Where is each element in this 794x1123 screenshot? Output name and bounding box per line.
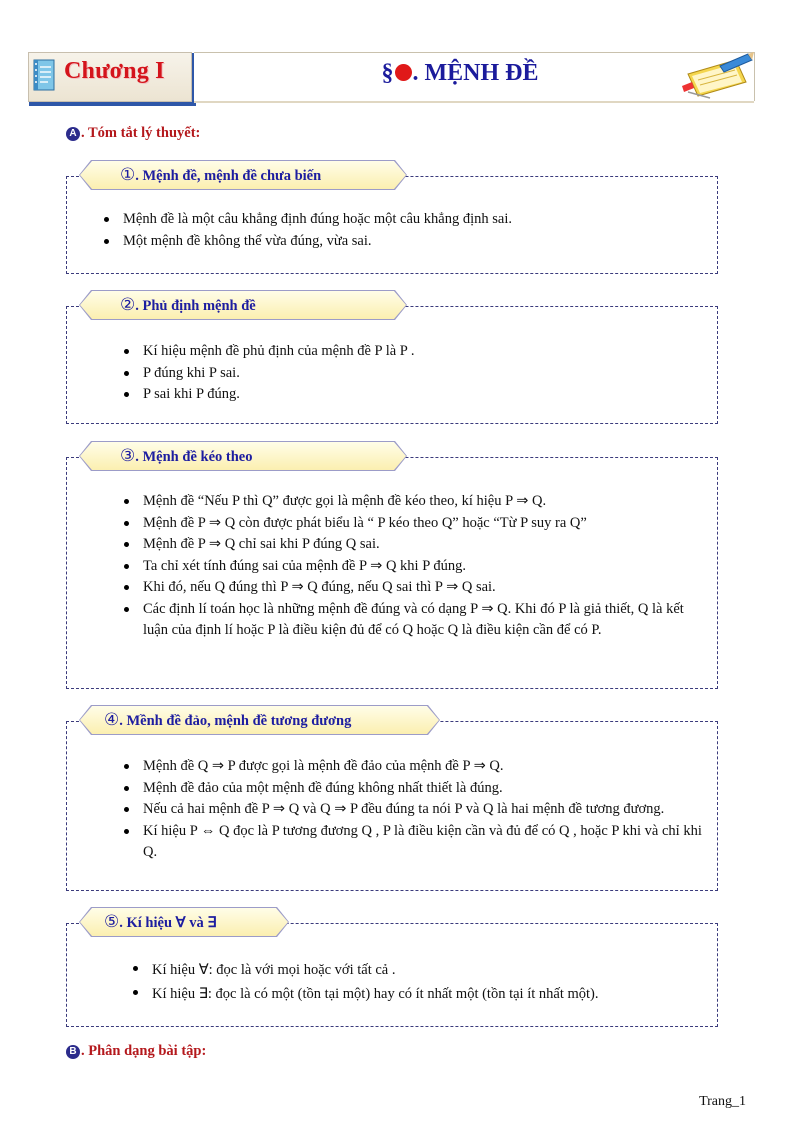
box-3-title-text: . Mệnh đề kéo theo (135, 449, 253, 465)
section-b-heading (66, 1043, 206, 1060)
box-1-title-text: . Mệnh đề, mệnh đề chưa biến (135, 168, 322, 184)
list-item: Mệnh đề “Nếu P thì Q” được gọi là mệnh đề kéo theo, kí hiệu P ⇒ Q. (143, 491, 709, 513)
box-3-list (143, 491, 709, 642)
page-title (330, 60, 590, 87)
box-2-list (143, 341, 703, 406)
notebook-icon (30, 58, 58, 94)
box-4-title-text: . Mềnh đề đảo, mệnh đề tương đương (119, 713, 352, 729)
box-4-number: ④ (104, 710, 120, 729)
red-dot-icon (395, 64, 412, 81)
section-a-badge: A (66, 127, 80, 141)
box-4-title (104, 706, 351, 735)
page-number: Trang_1 (699, 1094, 746, 1109)
list-item: Mệnh đề P ⇒ Q còn được phát biểu là “ P kéo theo Q” hoặc “Từ P suy ra Q” (143, 513, 709, 535)
section-b-label: . Phân dạng bài tập: (81, 1043, 207, 1059)
box-2-title-text: . Phủ định mệnh đề (135, 298, 256, 314)
box-1-title (120, 161, 321, 190)
list-item: Ta chỉ xét tính đúng sai của mệnh đề P ⇒ Q khi P đúng. (143, 556, 709, 578)
list-item: Mệnh đề đảo của một mệnh đề đúng không nhất thiết là đúng. (143, 778, 709, 800)
page-title-text: . MỆNH ĐỀ (412, 60, 539, 86)
list-item: Nếu cả hai mệnh đề P ⇒ Q và Q ⇒ P đều đúng ta nói P và Q là hai mệnh đề tương đương. (143, 799, 709, 821)
box-2-number: ② (120, 295, 136, 314)
list-item: P sai khi P đúng. (143, 384, 703, 406)
box-2-title (120, 291, 256, 320)
box-1-number: ① (120, 165, 136, 184)
notepad-pencil-icon (680, 52, 756, 100)
list-item: Mệnh đề Q ⇒ P được gọi là mệnh đề đảo của mệnh đề P ⇒ Q. (143, 756, 709, 778)
list-item: Mệnh đề là một câu khẳng định đúng hoặc một câu khẳng định sai. (123, 209, 703, 231)
box-5-title-text: . Kí hiệu ∀ và ∃ (119, 915, 217, 931)
list-item: Các định lí toán học là những mệnh đề đúng và có dạng P ⇒ Q. Khi đó P là giả thiết, Q là kết luận của định lí hoặc P là điều kiện đủ để có Q hoặc Q là điều kiện cần để có P. (143, 599, 709, 642)
box-3-title (120, 442, 252, 471)
list-item: Kí hiệu ∀: đọc là với mọi hoặc với tất cả . (152, 958, 708, 982)
section-b-badge: B (66, 1045, 80, 1059)
box-4-list (143, 756, 709, 864)
box-1-list (123, 209, 703, 252)
section-a-heading (66, 125, 200, 142)
list-item: P đúng khi P sai. (143, 363, 703, 385)
section-sign: § (381, 60, 394, 86)
list-item: Kí hiệu ∃: đọc là có một (tồn tại một) hay có ít nhất một (tồn tại ít nhất một). (152, 982, 708, 1006)
section-a-label: . Tóm tắt lý thuyết: (81, 125, 201, 141)
chapter-title: Chương I (64, 58, 165, 84)
list-item: Kí hiệu mệnh đề phủ định của mệnh đề P là P . (143, 341, 703, 363)
list-item: Một mệnh đề không thể vừa đúng, vừa sai. (123, 231, 703, 253)
box-5-number: ⑤ (104, 912, 120, 931)
box-3-number: ③ (120, 446, 136, 465)
box-5-title (104, 908, 216, 937)
box-5-list (152, 958, 708, 1006)
list-item: Khi đó, nếu Q đúng thì P ⇒ Q đúng, nếu Q sai thì P ⇒ Q sai. (143, 577, 709, 599)
list-item: Mệnh đề P ⇒ Q chỉ sai khi P đúng Q sai. (143, 534, 709, 556)
list-item: Kí hiệu P ⇔ Q đọc là P tương đương Q , P là điều kiện cần và đủ để có Q , hoặc P khi và chỉ khi Q. (143, 821, 709, 864)
